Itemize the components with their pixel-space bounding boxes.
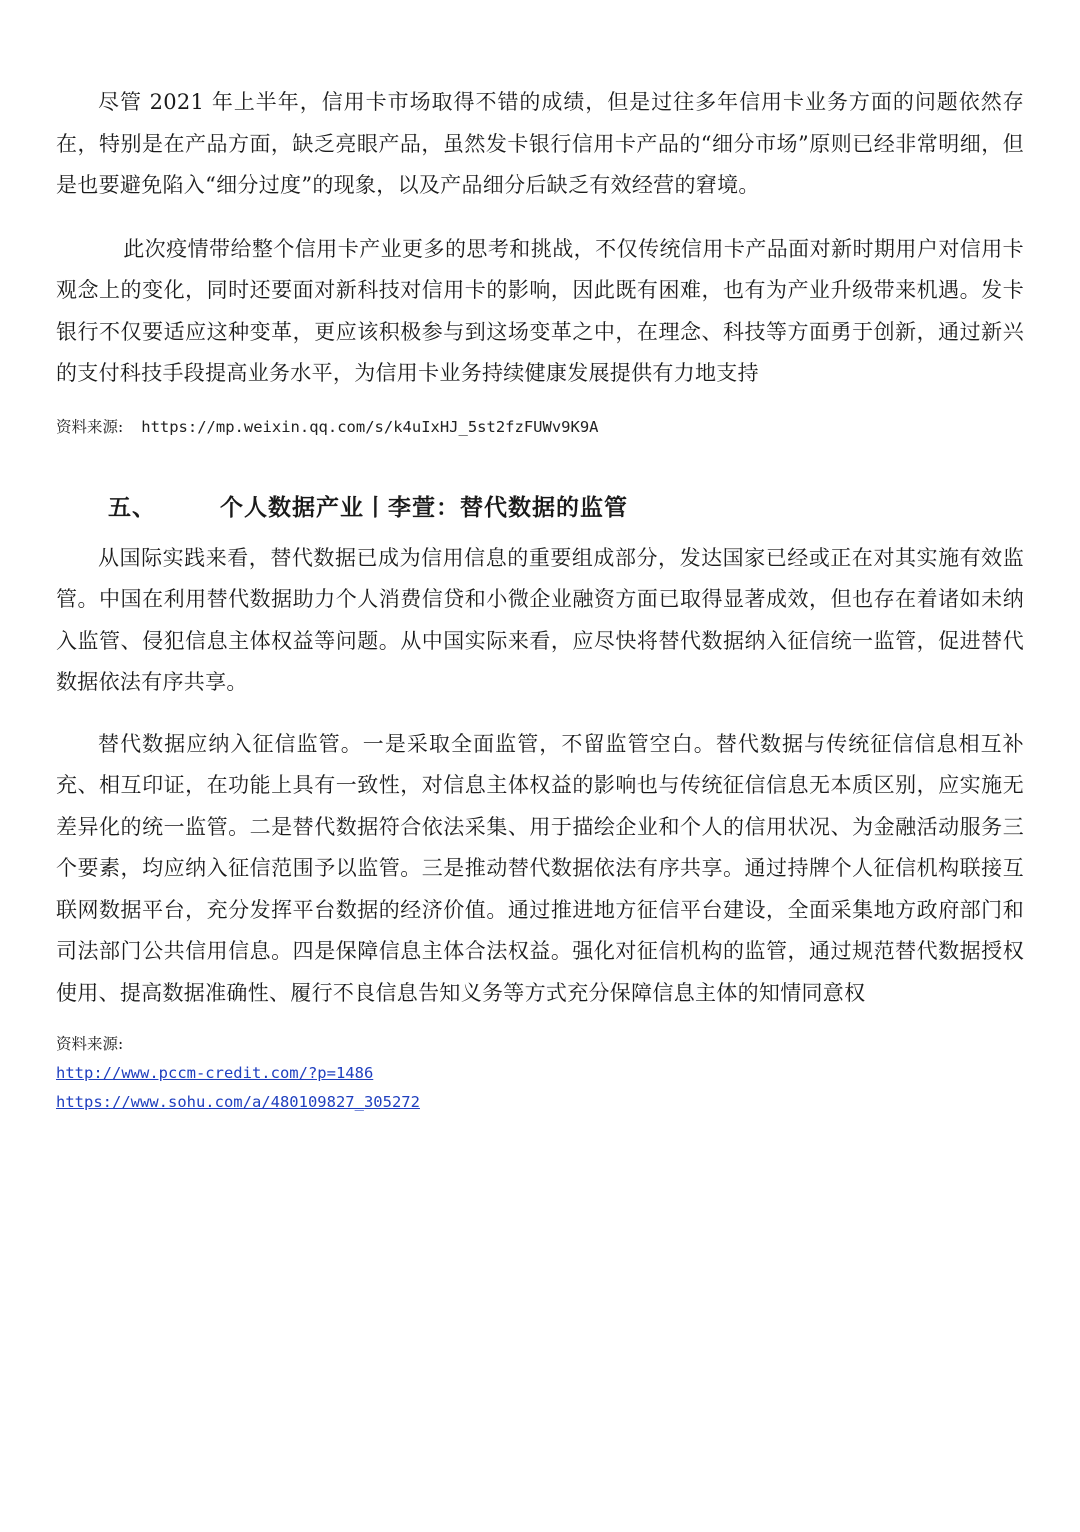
source-url: https://mp.weixin.qq.com/s/k4uIxHJ_5st2fzFUWv9K9A <box>141 417 599 436</box>
paragraph-credit-card-market: 尽管 2021 年上半年，信用卡市场取得不错的成绩，但是过往多年信用卡业务方面的问题依然存在，特别是在产品方面，缺乏亮眼产品，虽然发卡银行信用卡产品的“细分市场”原则已经非常明细，但是也要避免陷入“细分过度”的现象，以及产品细分后缺乏有效经营的窘境。 <box>56 90 1024 197</box>
paragraph-pandemic-challenges: 此次疫情带给整个信用卡产业更多的思考和挑战，不仅传统信用卡产品面对新时期用户对信用卡观念上的变化，同时还要面对新科技对信用卡的影响，因此既有困难，也有为产业升级带来机遇。发卡银行不仅要适应这种变革，更应该积极参与到这场变革之中，在理念、科技等方面勇于创新，通过新兴的支付科技手段提高业务水平，为信用卡业务持续健康发展提供有力地支持 <box>56 236 1024 385</box>
section-number: 五、 <box>108 494 156 521</box>
paragraph-regulation-measures: 替代数据应纳入征信监管。一是采取全面监管，不留监管空白。替代数据与传统征信信息相互补充、相互印证，在功能上具有一致性，对信息主体权益的影响也与传统征信信息无本质区别，应实施无差异化的统一监管。二是替代数据符合依法采集、用于描绘企业和个人的信用状况、为金融活动服务三个要素，均应纳入征信范围予以监管。三是推动替代数据依法有序共享。通过持牌个人征信机构联接互联网数据平台，充分发挥平台数据的经济价值。通过推进地方征信平台建设，全面采集地方政府部门和司法部门公共信用信息。四是保障信息主体合法权益。强化对征信机构的监管，通过规范替代数据授权使用、提高数据准确性、履行不良信息告知义务等方式充分保障信息主体的知情同意权 <box>56 731 1024 1005</box>
source-label: 资料来源: <box>56 417 124 436</box>
document-page <box>56 82 1024 1117</box>
source-line <box>56 413 1024 441</box>
sources-block <box>56 1030 1024 1117</box>
source-link-sohu[interactable]: https://www.sohu.com/a/480109827_305272 <box>56 1093 420 1111</box>
sources-label: 资料来源: <box>56 1035 124 1053</box>
paragraph-international-practice: 从国际实践来看，替代数据已成为信用信息的重要组成部分，发达国家已经或正在对其实施有效监管。中国在利用替代数据助力个人消费信贷和小微企业融资方面已取得显著成效，但也存在着诸如未纳入监管、侵犯信息主体权益等问题。从中国实际来看，应尽快将替代数据纳入征信统一监管，促进替代数据依法有序共享。 <box>56 545 1024 694</box>
section-title: 个人数据产业丨李萱：替代数据的监管 <box>220 494 628 521</box>
source-link-pccm[interactable]: http://www.pccm-credit.com/?p=1486 <box>56 1064 374 1082</box>
section-heading <box>56 489 1024 522</box>
